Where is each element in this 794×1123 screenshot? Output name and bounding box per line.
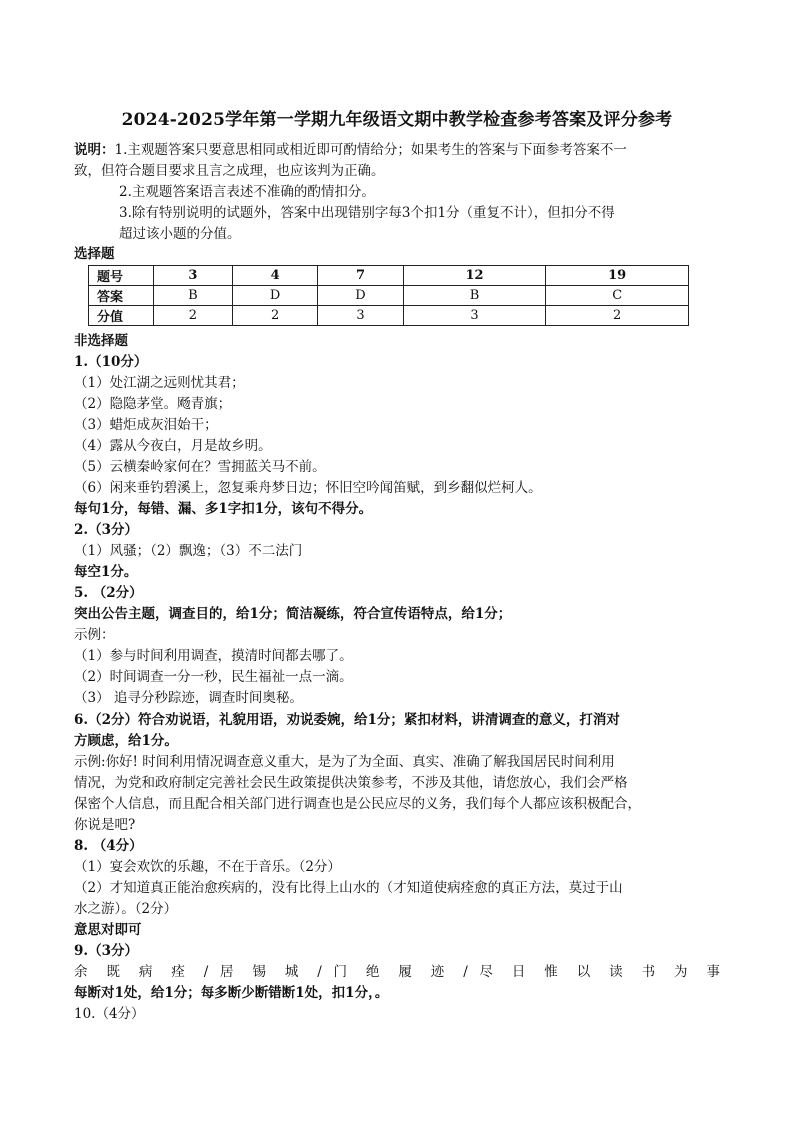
q5-example: （1）参与时间利用调查，摸清时间都去哪了。 [74,648,353,664]
q5-example: （3） 追寻分秒踪迹，调查时间奥秘。 [74,690,303,706]
table-cell: 19 [546,266,689,286]
q9-heading: 9.（3分） [74,943,138,959]
table-cell: 2 [232,306,317,326]
nonchoice-heading: 非选择题 [74,333,128,349]
table-cell: B [154,286,233,306]
page-title: 2024-2025学年第一学期九年级语文期中教学检查参考答案及评分参考 [121,110,673,130]
q5-example-label: 示例： [74,627,115,643]
note-3b: 超过该小题的分值。 [119,226,241,242]
q1-item: （6）闲来垂钓碧溪上，忽复乘舟梦日边；怀旧空吟闻笛赋，到乡翻似烂柯人。 [74,480,542,496]
table-cell: D [318,286,403,306]
table-cell: D [232,286,317,306]
choice-heading: 选择题 [74,246,115,262]
q8-score: 意思对即可 [74,922,142,938]
q9-answer: 余 既 病 痊 / 居 锡 城 / 门 绝 履 迹 / 尽 日 惟 以 读 书 为 事 [74,964,720,980]
q1-score: 每句1分，每错、漏、多1字扣1分，该句不得分。 [74,501,373,517]
q6-example-c: 保密个人信息，而且配合相关部门进行调查也是公民应尽的义务，我们每个人都应该积极配合， [74,796,641,812]
row-label: 答案 [89,286,154,306]
table-cell: 7 [318,266,403,286]
table-cell: 4 [232,266,317,286]
note-3a: 3.除有特别说明的试题外，答案中出现错别字每3个扣1分（重复不计），但扣分不得 [119,205,615,221]
table-cell: 12 [403,266,546,286]
q6-example-label: 示例: [74,754,106,770]
table-cell: 2 [546,306,689,326]
q6-example-d: 你说是吧? [74,817,136,833]
choice-answer-table [88,265,689,326]
table-cell: 3 [154,266,233,286]
q2-answer: （1）风骚；（2）飘逸；（3）不二法门 [74,543,303,559]
q1-item: （4）露从今夜白，月是故乡明。 [74,438,272,454]
q2-heading: 2.（3分） [74,522,138,538]
q5-heading: 5. （2分） [74,585,143,601]
q6-score-a: 符合劝说语，礼貌用语，劝说委婉，给1分；紧扣材料，讲清调查的意义，打消对 [138,712,620,728]
table-cell: B [403,286,546,306]
q1-item: （1）处江湖之远则忧其君； [74,375,245,391]
q8-answer-2b: 水之游）。（2分） [74,901,178,917]
table-cell: 3 [403,306,546,326]
q1-item: （3）蜡炬成灰泪始干； [74,417,218,433]
q9-score: 每断对1处，给1分；每多断少断错断1处，扣1分，。 [74,985,389,1001]
table-row-question-number [89,266,689,286]
table-cell: 3 [318,306,403,326]
notes-line-1 [74,140,627,160]
table-row-answer [89,286,689,306]
q6-example-line-1 [74,752,615,772]
q8-heading: 8. （4分） [74,838,143,854]
table-row-score [89,306,689,326]
q1-item: （2）隐隐茅堂。飏青旗； [74,396,232,412]
q2-score: 每空1分。 [74,564,138,580]
note-1b: 致，但符合题目要求且言之成理，也应该判为正确。 [74,163,385,179]
q6-example-a: 你好! 时间利用情况调查意义重大，是为了为全面、真实、准确了解我国居民时间利用 [105,754,615,770]
q8-answer-1: （1）宴会欢饮的乐趣，不在于音乐。（2分） [74,859,341,875]
q6-line-1 [74,710,620,730]
row-label: 题号 [89,266,154,286]
notes-label: 说明： [74,142,115,158]
q6-score-b: 方顾虑，给1分。 [74,733,178,749]
table-cell: 2 [154,306,233,326]
note-2: 2.主观题答案语言表述不准确的酌情扣分。 [119,184,375,200]
q8-answer-2a: （2）才知道真正能治愈疾病的，没有比得上山水的（才知道使病痊愈的真正方法，莫过于山 [74,880,623,896]
q1-item: （5）云横秦岭家何在？雪拥蓝关马不前。 [74,459,326,475]
q6-heading: 6.（2分） [74,712,138,728]
q5-score: 突出公告主题，调查目的，给1分；简洁凝练，符合宣传语特点，给1分； [74,606,512,622]
row-label: 分值 [89,306,154,326]
q10-heading: 10.（4分） [74,1006,145,1022]
table-cell: C [546,286,689,306]
q5-example: （2）时间调查一分一秒，民生福祉一点一滴。 [74,669,353,685]
q1-heading: 1.（10分） [74,354,148,370]
note-1a: 1.主观题答案只要意思相同或相近即可酌情给分；如果考生的答案与下面参考答案不一 [114,142,627,158]
q6-example-b: 情况，为党和政府制定完善社会民生政策提供决策参考，不涉及其他，请您放心，我们会严格 [74,775,628,791]
